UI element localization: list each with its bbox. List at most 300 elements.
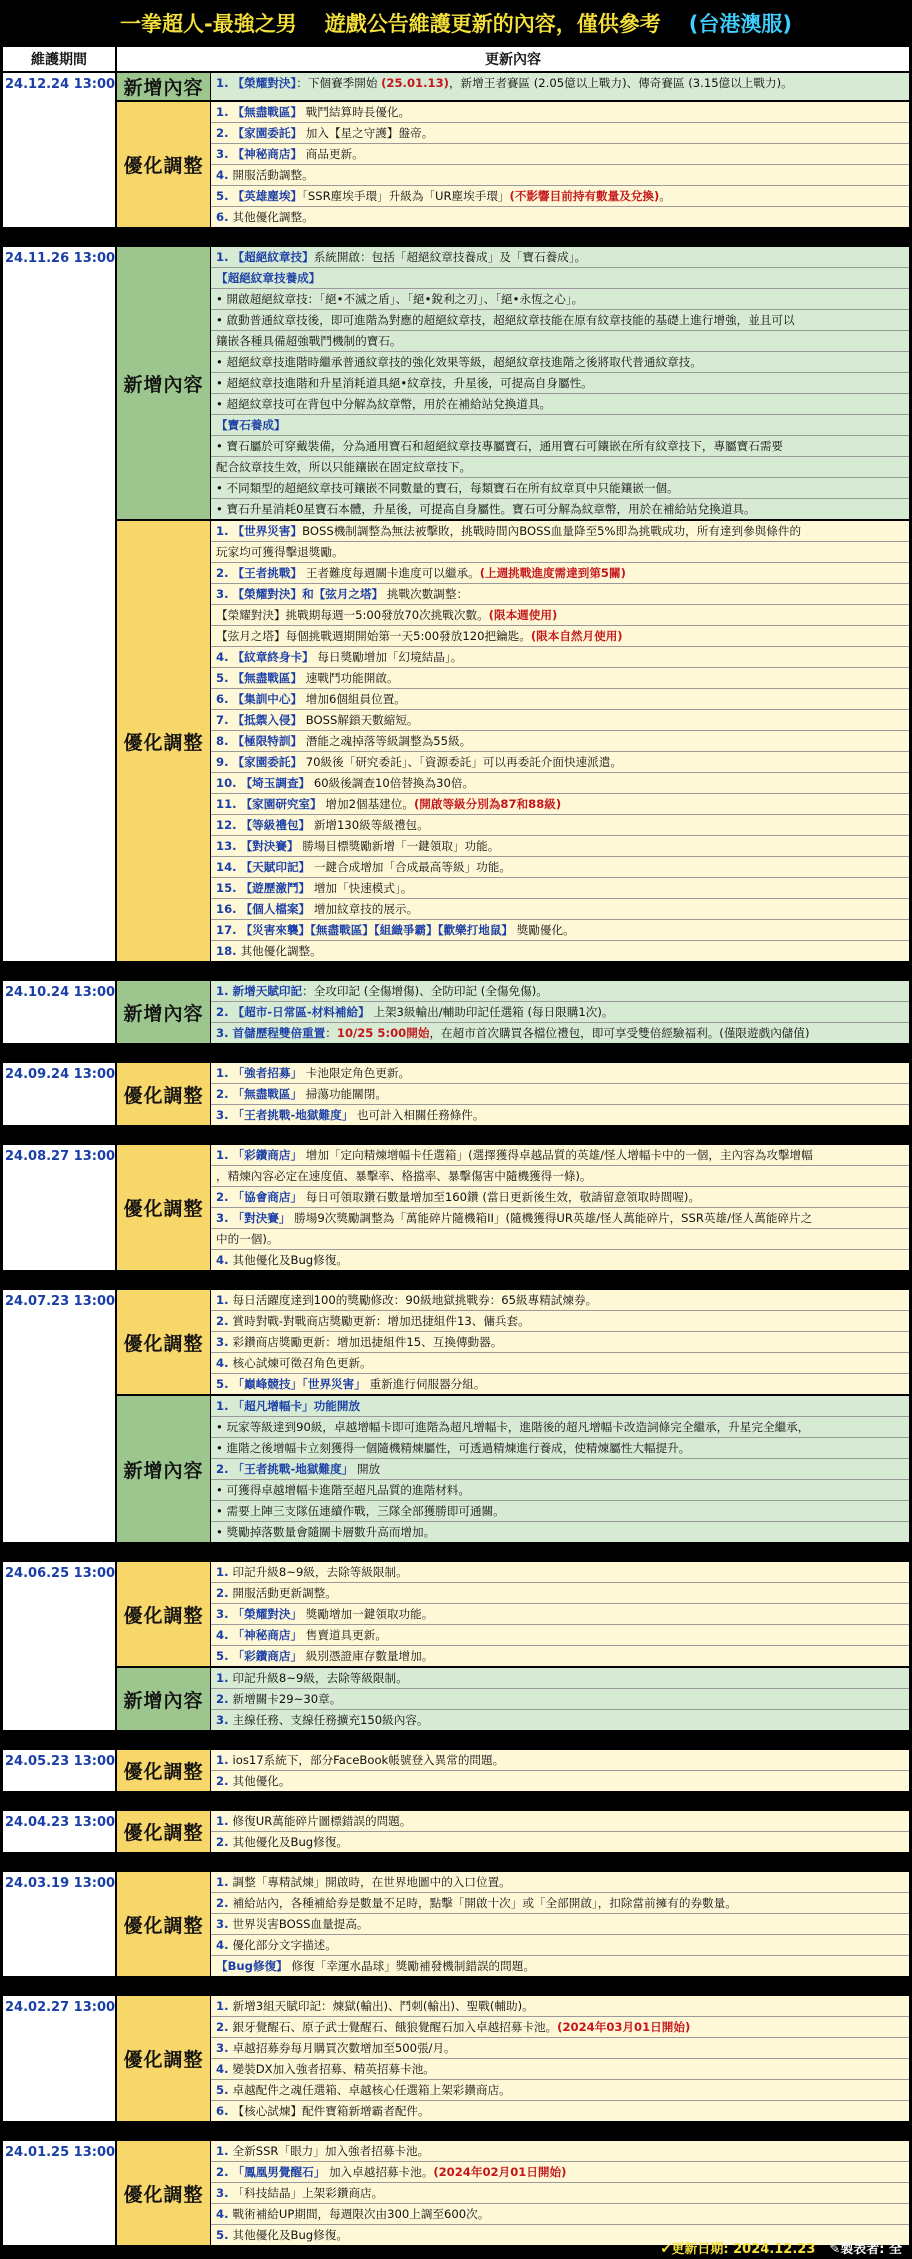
item-text-segment: 【個人檔案】 bbox=[240, 902, 311, 916]
item-text-segment: 中的一個)。 bbox=[216, 1232, 279, 1246]
list-item bbox=[211, 2059, 909, 2080]
item-text-segment: 3. bbox=[216, 1607, 233, 1621]
item-text-segment: 修復「幸運水晶球」獎勵補發機制錯誤的問題。 bbox=[287, 1959, 535, 1973]
list-item bbox=[211, 731, 909, 752]
entry-separator bbox=[2, 1126, 910, 1144]
item-text-segment: ，在超市首次購買各檔位禮包，即可享受雙倍經驗福利。(僅限遊戲內儲值) bbox=[429, 1026, 810, 1040]
section-category-label: 優化調整 bbox=[117, 1811, 211, 1852]
entry-date: 24.04.23 13:00 bbox=[2, 1810, 116, 1853]
list-item bbox=[211, 794, 909, 815]
item-text-segment: 商品更新。 bbox=[302, 147, 364, 161]
item-text-segment: 9. bbox=[216, 755, 233, 769]
list-item bbox=[211, 352, 909, 373]
list-item bbox=[211, 1023, 909, 1043]
item-text-segment: 印記升級8~9級，去除等級限制。 bbox=[232, 1671, 408, 1685]
entry-sections bbox=[116, 2140, 910, 2246]
item-text-segment: 5. bbox=[216, 2228, 233, 2242]
content-column-header: 更新內容 bbox=[116, 46, 910, 72]
item-text-segment: 3. bbox=[216, 147, 233, 161]
item-text-segment: 優化部分文字描述。 bbox=[232, 1938, 337, 1952]
item-text-segment: 2. bbox=[216, 1896, 233, 1910]
section-optimization bbox=[116, 1289, 910, 1395]
list-item bbox=[211, 584, 909, 605]
list-item bbox=[211, 1914, 909, 1935]
list-item bbox=[211, 499, 909, 519]
date-column-header: 維護期間 bbox=[2, 46, 116, 72]
item-text-segment: 世界災害BOSS血量提高。 bbox=[232, 1917, 369, 1931]
list-item bbox=[211, 2141, 909, 2162]
item-text-segment: 其他優化調整。 bbox=[240, 944, 322, 958]
author-label: ✎製表者: 全 bbox=[829, 2241, 902, 2257]
item-text-segment: 速戰鬥功能開啟。 bbox=[302, 671, 399, 685]
update-date: ✔更新日期: 2024.12.23 bbox=[660, 2241, 816, 2257]
entry-date: 24.11.26 13:00 bbox=[2, 246, 116, 962]
entry-separator bbox=[2, 1792, 910, 1810]
entry-separator bbox=[2, 1044, 910, 1062]
item-text-segment: 新增關卡29~30章。 bbox=[232, 1692, 342, 1706]
item-text-segment: • 開啟超絕紋章技：「絕•不滅之盾」、「絕•銳利之刃」、「絕•永恆之心」。 bbox=[216, 292, 584, 306]
item-text-segment: 18. bbox=[216, 944, 241, 958]
item-text-segment: 新增130級等級禮包。 bbox=[310, 818, 429, 832]
footer bbox=[0, 2235, 912, 2259]
item-text-segment: 「協會商店」 bbox=[232, 1190, 303, 1204]
item-text-segment: 17. bbox=[216, 923, 241, 937]
item-text-segment: 3. bbox=[216, 2041, 233, 2055]
item-text-segment: ：下個賽季開始 bbox=[296, 76, 382, 90]
item-text-segment: 1. bbox=[216, 2144, 233, 2158]
entry-date: 24.09.24 13:00 bbox=[2, 1062, 116, 1126]
section-items bbox=[211, 1396, 909, 1542]
item-text-segment: 開服活動更新調整。 bbox=[232, 1586, 337, 1600]
section-items bbox=[211, 1750, 909, 1791]
list-item bbox=[211, 815, 909, 836]
item-text-segment: 售賣道具更新。 bbox=[302, 1628, 387, 1642]
item-text-segment: 6. bbox=[216, 210, 233, 224]
list-item bbox=[211, 1187, 909, 1208]
list-item bbox=[211, 981, 909, 1002]
list-item bbox=[211, 1689, 909, 1710]
item-text-segment: 其他優化調整。 bbox=[232, 210, 314, 224]
section-optimization bbox=[116, 2140, 910, 2246]
list-item bbox=[211, 1166, 909, 1187]
item-text-segment: 【等級禮包】 bbox=[240, 818, 311, 832]
item-text-segment: 卓越招募券每月購買次數增加至500張/月。 bbox=[232, 2041, 456, 2055]
item-text-segment: 加入卓越招募卡池。 bbox=[325, 2165, 434, 2179]
section-category-label: 新增內容 bbox=[117, 1668, 211, 1730]
item-text-segment: 【超絕紋章技養成】 bbox=[216, 271, 321, 285]
list-item bbox=[211, 1710, 909, 1730]
entry-date: 24.01.25 13:00 bbox=[2, 2140, 116, 2246]
item-text-segment: (不影響目前持有數量及兌換) bbox=[509, 189, 660, 203]
item-text-segment: (2024年03月01日開始) bbox=[557, 2020, 691, 2034]
item-text-segment: 16. bbox=[216, 902, 241, 916]
entry-sections bbox=[116, 1749, 910, 1792]
list-item bbox=[211, 2038, 909, 2059]
list-item bbox=[211, 1084, 909, 1105]
item-text-segment: 10. bbox=[216, 776, 241, 790]
update-entry bbox=[2, 1289, 910, 1543]
item-text-segment: 彩鑽商店獎勵更新：增加迅捷組件15、互換傳動器。 bbox=[232, 1335, 503, 1349]
item-text-segment: 【榮耀對決】和【弦月之塔】 bbox=[232, 587, 384, 601]
item-text-segment: 核心試煉可徵召角色更新。 bbox=[232, 1356, 372, 1370]
item-text-segment: 10/25 5:00開始 bbox=[336, 1026, 430, 1040]
section-items bbox=[211, 1562, 909, 1666]
list-item bbox=[211, 773, 909, 794]
item-text-segment: 2. bbox=[216, 1314, 233, 1328]
list-item bbox=[211, 1374, 909, 1394]
list-item bbox=[211, 1250, 909, 1270]
item-text-segment: 1. 新增天賦印記 bbox=[216, 984, 303, 998]
update-entry bbox=[2, 1062, 910, 1126]
list-item bbox=[211, 123, 909, 144]
section-items bbox=[211, 247, 909, 519]
item-text-segment: 挑戰次數調整： bbox=[383, 587, 469, 601]
list-item bbox=[211, 899, 909, 920]
section-optimization bbox=[116, 1749, 910, 1792]
item-text-segment: 全新SSR「眼力」加入強者招募卡池。 bbox=[232, 2144, 430, 2158]
entry-sections bbox=[116, 1995, 910, 2122]
item-text-segment: 也可計入相關任務條件。 bbox=[353, 1108, 485, 1122]
entry-separator bbox=[2, 1731, 910, 1749]
item-text-segment: 【家園研究室】 bbox=[240, 797, 322, 811]
item-text-segment: 2. bbox=[216, 1087, 233, 1101]
item-text-segment: 修復UR萬能碎片圖標錯誤的問題。 bbox=[232, 1814, 412, 1828]
list-item bbox=[211, 647, 909, 668]
entry-separator bbox=[2, 962, 910, 980]
update-entry bbox=[2, 246, 910, 962]
section-items bbox=[211, 73, 909, 100]
item-text-segment: 卓越配件之魂任選箱、卓越核心任選箱上架彩鑽商店。 bbox=[232, 2083, 511, 2097]
entry-sections bbox=[116, 1871, 910, 1977]
item-text-segment: (2024年02月01日開始) bbox=[433, 2165, 567, 2179]
item-text-segment: 「王者挑戰-地獄難度」 bbox=[232, 1108, 354, 1122]
section-new-content bbox=[116, 72, 910, 101]
item-text-segment: 「神秘商店」 bbox=[232, 1628, 303, 1642]
item-text-segment: 其他優化及Bug修復。 bbox=[232, 1835, 348, 1849]
entry-separator bbox=[2, 1977, 910, 1995]
item-text-segment: BOSS解鎖天數縮短。 bbox=[302, 713, 419, 727]
list-item bbox=[211, 1832, 909, 1852]
item-text-segment: 【弦月之塔】每個挑戰週期開始第一天5:00發放120把鑰匙。 bbox=[216, 629, 531, 643]
item-text-segment: 14. bbox=[216, 860, 241, 874]
item-text-segment: 2. bbox=[216, 2165, 233, 2179]
entry-separator bbox=[2, 1543, 910, 1561]
item-text-segment: 增加2個基建位。 bbox=[321, 797, 414, 811]
update-list bbox=[2, 72, 910, 2246]
list-item bbox=[211, 836, 909, 857]
list-item bbox=[211, 1562, 909, 1583]
section-items bbox=[211, 1668, 909, 1730]
item-text-segment: 「彩鑽商店」 bbox=[232, 1148, 303, 1162]
list-item bbox=[211, 1002, 909, 1023]
list-item bbox=[211, 605, 909, 626]
item-text-segment: 【無盡戰區】 bbox=[232, 671, 303, 685]
update-entry bbox=[2, 1810, 910, 1853]
list-item bbox=[211, 2017, 909, 2038]
item-text-segment: ： bbox=[325, 1026, 337, 1040]
item-text-segment: 獎勵優化。 bbox=[513, 923, 575, 937]
list-item bbox=[211, 2183, 909, 2204]
item-text-segment: 上架3級輸出/輔助印記任選箱 (每日限購1次)。 bbox=[369, 1005, 614, 1019]
entry-date: 24.10.24 13:00 bbox=[2, 980, 116, 1044]
item-text-segment: 【榮耀對決】 bbox=[232, 76, 297, 90]
item-text-segment: • 可獲得卓越增幅卡進階至超凡品質的進階材料。 bbox=[216, 1483, 470, 1497]
section-items bbox=[211, 981, 909, 1043]
item-text-segment: 增加紋章技的展示。 bbox=[310, 902, 419, 916]
item-text-segment: 1. bbox=[216, 1399, 233, 1413]
item-text-segment: 增加「快速模式」。 bbox=[310, 881, 413, 895]
section-category-label: 優化調整 bbox=[117, 1145, 211, 1270]
list-item bbox=[211, 1311, 909, 1332]
item-text-segment: 補給站內，各種補給券是數量不足時，點擊「開啟十次」或「全部開啟」，扣除當前擁有的券數量。 bbox=[232, 1896, 737, 1910]
item-text-segment: 每日獎勵增加「幻境結晶」。 bbox=[313, 650, 463, 664]
item-text-segment: 【災害來襲】【無盡戰區】【組織爭霸】【歡樂打地鼠】 bbox=[240, 923, 514, 937]
list-item bbox=[211, 1417, 909, 1438]
section-optimization bbox=[116, 1144, 910, 1271]
list-item bbox=[211, 331, 909, 352]
item-text-segment: 2. bbox=[216, 1774, 233, 1788]
item-text-segment: BOSS機制調整為無法被擊敗，挑戰時間內BOSS血量降至5%即為挑戰成功，所有達到參與條件的 bbox=[302, 524, 802, 538]
list-item bbox=[211, 144, 909, 165]
item-text-segment: 5. bbox=[216, 671, 233, 685]
list-item bbox=[211, 1646, 909, 1666]
list-item bbox=[211, 2101, 909, 2121]
list-item bbox=[211, 394, 909, 415]
item-text-segment: 「巔峰競技」「世界災害」 bbox=[232, 1377, 366, 1391]
item-text-segment: 【抵禦入侵】 bbox=[232, 713, 303, 727]
item-text-segment: 主線任務、支線任務擴充150級內容。 bbox=[232, 1713, 429, 1727]
list-item bbox=[211, 478, 909, 499]
item-text-segment: • 寶石升星消耗0星寶石本體，升星後，可提高自身屬性。寶石可分解為紋章幣，用於在補給站兌換道具。 bbox=[216, 502, 756, 516]
item-text-segment: 「王者挑戰-地獄難度」 bbox=[232, 1462, 354, 1476]
item-text-segment: 變裝DX加入強者招募、精英招募卡池。 bbox=[232, 2062, 435, 2076]
item-text-segment: 【對決賽】 bbox=[240, 839, 299, 853]
item-text-segment: 4. bbox=[216, 1628, 233, 1642]
list-item bbox=[211, 542, 909, 563]
item-text-segment: 「無盡戰區」 bbox=[232, 1087, 303, 1101]
list-item bbox=[211, 521, 909, 542]
section-category-label: 優化調整 bbox=[117, 1290, 211, 1394]
item-text-segment: 【超市-日常區-材料補給】 bbox=[232, 1005, 370, 1019]
item-text-segment: 配合紋章技生效，所以只能鑲嵌在固定紋章技下。 bbox=[216, 460, 472, 474]
update-entry bbox=[2, 1749, 910, 1792]
item-text-segment: • 寶石屬於可穿戴裝備，分為通用寶石和超絕紋章技專屬寶石，通用寶石可鑲嵌在所有紋章技下，專屬寶石需要 bbox=[216, 439, 784, 453]
entry-separator bbox=[2, 2122, 910, 2140]
section-items bbox=[211, 521, 909, 961]
item-text-segment: 1. bbox=[216, 1875, 233, 1889]
section-new-content bbox=[116, 1395, 910, 1543]
item-text-segment: 3. bbox=[216, 1713, 233, 1727]
entry-date: 24.12.24 13:00 bbox=[2, 72, 116, 228]
update-entry bbox=[2, 1871, 910, 1977]
section-items bbox=[211, 1290, 909, 1394]
section-items bbox=[211, 1063, 909, 1125]
item-text-segment: 2. bbox=[216, 1835, 233, 1849]
item-text-segment: 1. bbox=[216, 1999, 233, 2013]
item-text-segment: 5. bbox=[216, 2083, 233, 2097]
item-text-segment: • 進階之後增幅卡立刻獲得一個隨機精煉屬性，可透過精煉進行養成，使精煉屬性大幅提升。 bbox=[216, 1441, 691, 1455]
item-text-segment: • 超絕紋章技進階時繼承普通紋章技的強化效果等級，超絕紋章技進階之後將取代普通紋章技。 bbox=[216, 355, 702, 369]
item-text-segment: 3. bbox=[216, 1108, 233, 1122]
item-text-segment: 開服活動調整。 bbox=[232, 168, 314, 182]
item-text-segment: (上週挑戰進度需達到第5關) bbox=[479, 566, 626, 580]
item-text-segment: 3. bbox=[216, 1335, 233, 1349]
section-category-label: 新增內容 bbox=[117, 73, 211, 100]
item-text-segment: 【埼玉調查】 bbox=[240, 776, 311, 790]
section-items bbox=[211, 2141, 909, 2245]
item-text-segment: 潛能之魂掉落等級調整為55級。 bbox=[302, 734, 472, 748]
list-item bbox=[211, 941, 909, 961]
item-text-segment: 70級後「研究委託」、「資源委託」可以再委託介面快速派遣。 bbox=[302, 755, 622, 769]
item-text-segment: 【神秘商店】 bbox=[232, 147, 303, 161]
item-text-segment: 【超絕紋章技】 bbox=[232, 250, 314, 264]
item-text-segment: 2. bbox=[216, 1005, 233, 1019]
item-text-segment: 6. bbox=[216, 2104, 233, 2118]
item-text-segment: 1. bbox=[216, 1293, 233, 1307]
list-item bbox=[211, 1438, 909, 1459]
list-item bbox=[211, 1522, 909, 1542]
update-entry bbox=[2, 1995, 910, 2122]
entry-sections bbox=[116, 980, 910, 1044]
item-text-segment: (限本自然月使用) bbox=[530, 629, 623, 643]
item-text-segment: • 玩家等級達到90級，卓越增幅卡即可進階為超凡增幅卡，進階後的超凡增幅卡改造詞條完全繼承，升星完全繼承， bbox=[216, 1420, 810, 1434]
item-text-segment: 新增3組天賦印記：煉獄(輸出)、鬥刺(輸出)、聖戰(輔助)。 bbox=[232, 1999, 534, 2013]
item-text-segment: 賞時對戰-對戰商店獎勵更新：增加迅捷組件13、傭兵套。 bbox=[232, 1314, 530, 1328]
list-item bbox=[211, 247, 909, 268]
item-text-segment: 1. bbox=[216, 1753, 233, 1767]
section-category-label: 優化調整 bbox=[117, 1872, 211, 1976]
item-text-segment: 銀牙覺醒石、原子武士覺醒石、餓狼覺醒石加入卓越招募卡池。 bbox=[232, 2020, 558, 2034]
item-text-segment: 戰鬥結算時長優化。 bbox=[302, 105, 411, 119]
item-text-segment: ：全攻印記 (全傷增傷)、全防印記 (全傷免傷)。 bbox=[302, 984, 548, 998]
section-optimization bbox=[116, 1810, 910, 1853]
entry-separator bbox=[2, 228, 910, 246]
list-item bbox=[211, 1625, 909, 1646]
list-item bbox=[211, 1353, 909, 1374]
item-text-segment: 級別憑證庫存數量增加。 bbox=[302, 1649, 434, 1663]
item-text-segment: 每日活躍度達到100的獎勵修改：90級地獄挑戰券：65級專精試煉券。 bbox=[232, 1293, 598, 1307]
item-text-segment: 「SSR塵埃手環」升級為「UR塵埃手環」 bbox=[302, 189, 510, 203]
item-text-segment: 勝場9次獎勵調整為「萬能碎片隨機箱II」(隨機獲得UR英雄/怪人萬能碎片，SSR英雄/怪人萬能碎片之 bbox=[290, 1211, 813, 1225]
list-item bbox=[211, 1771, 909, 1791]
list-item bbox=[211, 1208, 909, 1229]
item-text-segment: ，新增王者賽區 (2.05億以上戰力)、傳奇賽區 (3.15億以上戰力)。 bbox=[448, 76, 793, 90]
item-text-segment: 【無盡戰區】 bbox=[232, 105, 303, 119]
item-text-segment: (開啟等級分別為87和88級) bbox=[413, 797, 562, 811]
list-item bbox=[211, 207, 909, 227]
list-item bbox=[211, 268, 909, 289]
section-new-content bbox=[116, 980, 910, 1044]
section-items bbox=[211, 1811, 909, 1852]
item-text-segment: 1. bbox=[216, 1814, 233, 1828]
list-item bbox=[211, 1459, 909, 1480]
list-item bbox=[211, 1229, 909, 1250]
table-header bbox=[2, 46, 910, 72]
item-text-segment: 系統開啟：包括「超絕紋章技養成」及「寶石養成」。 bbox=[313, 250, 587, 264]
item-text-segment: 【遊歷激鬥】 bbox=[240, 881, 311, 895]
list-item bbox=[211, 878, 909, 899]
list-item bbox=[211, 920, 909, 941]
section-items bbox=[211, 1872, 909, 1976]
section-category-label: 新增內容 bbox=[117, 247, 211, 519]
section-new-content bbox=[116, 246, 910, 520]
item-text-segment: 1. bbox=[216, 524, 233, 538]
item-text-segment: 一鍵合成增加「合成最高等級」功能。 bbox=[310, 860, 511, 874]
list-item bbox=[211, 165, 909, 186]
item-text-segment: 【世界災害】 bbox=[232, 524, 303, 538]
item-text-segment: 【天賦印記】 bbox=[240, 860, 311, 874]
item-text-segment: 8. bbox=[216, 734, 233, 748]
item-text-segment: 1. bbox=[216, 105, 233, 119]
item-text-segment: (限本週使用) bbox=[488, 608, 558, 622]
section-category-label: 優化調整 bbox=[117, 1063, 211, 1125]
section-category-label: 新增內容 bbox=[117, 1396, 211, 1542]
item-text-segment: 「榮耀對決」 bbox=[232, 1607, 303, 1621]
entry-date: 24.08.27 13:00 bbox=[2, 1144, 116, 1271]
section-optimization bbox=[116, 1062, 910, 1126]
item-text-segment: 王者難度每週關卡進度可以繼承。 bbox=[302, 566, 480, 580]
item-text-segment: 增加「定向精煉增幅卡任選箱」(選擇獲得卓越品質的英雄/怪人增幅卡中的一個，主內容為攻擊增幅 bbox=[302, 1148, 813, 1162]
item-text-segment: 【家園委託】 bbox=[232, 755, 303, 769]
item-text-segment: 印記升級8~9級，去除等級限制。 bbox=[232, 1565, 408, 1579]
item-text-segment: 6. bbox=[216, 692, 233, 706]
item-text-segment: 重新進行伺服器分組。 bbox=[365, 1377, 486, 1391]
update-entry bbox=[2, 1561, 910, 1731]
item-text-segment: 5. bbox=[216, 1377, 233, 1391]
item-text-segment: 其他優化及Bug修復。 bbox=[232, 2228, 348, 2242]
item-text-segment: 【核心試煉】配件寶箱新增霸者配件。 bbox=[232, 2104, 430, 2118]
section-optimization bbox=[116, 1561, 910, 1667]
list-item bbox=[211, 1872, 909, 1893]
list-item bbox=[211, 1956, 909, 1976]
update-entry bbox=[2, 1144, 910, 1271]
item-text-segment: 「對決賽」 bbox=[232, 1211, 291, 1225]
title-bar bbox=[2, 0, 910, 46]
list-item bbox=[211, 626, 909, 647]
list-item bbox=[211, 1501, 909, 1522]
list-item bbox=[211, 1396, 909, 1417]
game-title: 一拳超人-最強之男 bbox=[120, 12, 297, 36]
list-item bbox=[211, 1105, 909, 1125]
item-text-segment: 4. bbox=[216, 650, 233, 664]
section-items bbox=[211, 1145, 909, 1270]
item-text-segment: 5. bbox=[216, 1649, 233, 1663]
item-text-segment: • 超絕紋章技進階和升星消耗道具絕•紋章技，升星後，可提高自身屬性。 bbox=[216, 376, 593, 390]
item-text-segment: 1. bbox=[216, 1148, 233, 1162]
entry-date: 24.06.25 13:00 bbox=[2, 1561, 116, 1731]
list-item bbox=[211, 457, 909, 478]
item-text-segment: 4. bbox=[216, 1356, 233, 1370]
page-subtitle: 遊戲公告維護更新的內容，僅供參考 bbox=[324, 12, 661, 36]
item-text-segment: 2. bbox=[216, 566, 233, 580]
list-item bbox=[211, 310, 909, 331]
item-text-segment: 4. bbox=[216, 2207, 233, 2221]
section-category-label: 優化調整 bbox=[117, 521, 211, 961]
update-entry bbox=[2, 72, 910, 228]
item-text-segment: 3. bbox=[216, 587, 233, 601]
item-text-segment: 3. bbox=[216, 1917, 233, 1931]
item-text-segment: • 獎勵掉落數量會隨關卡層數升高而增加。 bbox=[216, 1525, 436, 1539]
list-item bbox=[211, 1290, 909, 1311]
item-text-segment: 【極限特訓】 bbox=[232, 734, 303, 748]
list-item bbox=[211, 1893, 909, 1914]
entry-date: 24.05.23 13:00 bbox=[2, 1749, 116, 1792]
section-category-label: 優化調整 bbox=[117, 1750, 211, 1791]
item-text-segment: 1. bbox=[216, 1066, 233, 1080]
item-text-segment: 12. bbox=[216, 818, 241, 832]
list-item bbox=[211, 102, 909, 123]
entry-date: 24.07.23 13:00 bbox=[2, 1289, 116, 1543]
